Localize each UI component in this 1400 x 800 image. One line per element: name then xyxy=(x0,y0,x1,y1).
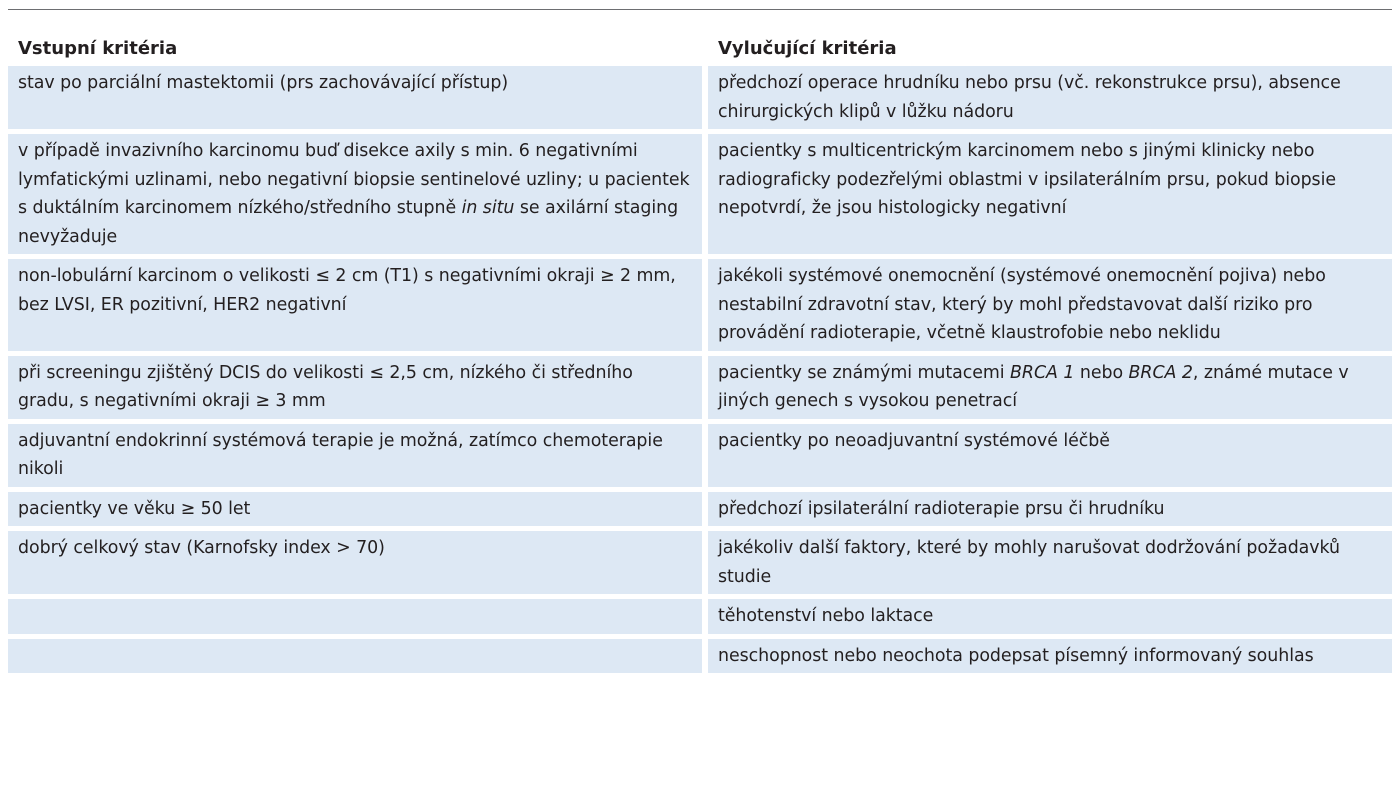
cell-text: jakékoli systémové onemocnění (systémové onemocnění pojiva) nebo nestabilní zdravotní stav, který by mohl představovat další riziko pro provádění radioterapie, včetně klaustrofobie nebo neklidu xyxy=(718,266,1326,343)
inclusion-cell xyxy=(8,259,702,351)
table-row xyxy=(8,134,1392,254)
exclusion-cell xyxy=(708,66,1392,129)
table-row xyxy=(8,66,1392,129)
cell-text: předchozí ipsilaterální radioterapie prsu či hrudníku xyxy=(718,498,1165,519)
table-row xyxy=(8,599,1392,634)
cell-text: předchozí operace hrudníku nebo prsu (vč. rekonstrukce prsu), absence chirurgických klipů v lůžku nádoru xyxy=(718,73,1341,122)
inclusion-cell xyxy=(8,134,702,254)
exclusion-cell xyxy=(708,599,1392,634)
cell-text: stav po parciální mastektomii (prs zachovávající přístup) xyxy=(18,73,509,93)
cell-text: nebo xyxy=(1074,362,1129,383)
table-row xyxy=(8,639,1392,674)
cell-text: neschopnost nebo neochota podepsat písemný informovaný souhlas xyxy=(718,645,1314,666)
table-row xyxy=(8,531,1392,594)
table-header-row xyxy=(8,33,1392,61)
cell-text: , známé mutace v jiných genech s vysokou penetrací xyxy=(718,362,1349,411)
cell-text: dobrý celkový stav (Karnofsky index > 70) xyxy=(18,538,385,558)
inclusion-cell xyxy=(8,356,702,419)
inclusion-cell xyxy=(8,639,702,674)
inclusion-cell xyxy=(8,531,702,594)
inclusion-header: Vstupní kritéria xyxy=(8,33,702,61)
exclusion-cell xyxy=(708,531,1392,594)
table-body xyxy=(8,66,1392,673)
exclusion-cell xyxy=(708,492,1392,527)
cell-text: adjuvantní endokrinní systémová terapie je možná, zatímco chemoterapie nikoli xyxy=(18,430,663,479)
table-row xyxy=(8,356,1392,419)
criteria-table xyxy=(8,28,1392,678)
italic-text: BRCA 1 xyxy=(1010,362,1075,383)
inclusion-cell xyxy=(8,492,702,527)
inclusion-cell xyxy=(8,66,702,129)
exclusion-cell xyxy=(708,639,1392,674)
exclusion-cell xyxy=(708,134,1392,254)
cell-text: non-lobulární karcinom o velikosti ≤ 2 cm (T1) s negativními okraji ≥ 2 mm, bez LVSI, ER pozitivní, HER2 negativní xyxy=(18,266,676,315)
top-rule xyxy=(8,9,1392,10)
inclusion-cell xyxy=(8,599,702,634)
cell-text: těhotenství nebo laktace xyxy=(718,606,934,626)
exclusion-cell xyxy=(708,259,1392,351)
cell-text: pacientky ve věku ≥ 50 let xyxy=(18,498,251,519)
italic-text: BRCA 2 xyxy=(1128,362,1193,383)
cell-text: se axilární staging nevyžaduje xyxy=(18,198,679,247)
table-row xyxy=(8,424,1392,487)
italic-text: in situ xyxy=(461,198,515,218)
cell-text: pacientky s multicentrickým karcinomem nebo s jinými klinicky nebo radiograficky podezřelými oblastmi v ipsilaterálním prsu, pokud biopsie nepotvrdí, že jsou histologicky negativní xyxy=(718,141,1337,218)
table-row xyxy=(8,259,1392,351)
exclusion-cell xyxy=(708,424,1392,487)
exclusion-cell xyxy=(708,356,1392,419)
inclusion-cell xyxy=(8,424,702,487)
cell-text: v případě invazivního karcinomu buď disekce axily s min. 6 negativními lymfatickými uzlinami, nebo negativní biopsie sentinelové uzliny; u pacientek s duktálním karcinomem nízkého/středního stupně xyxy=(18,141,690,218)
cell-text: při screeningu zjištěný DCIS do velikosti ≤ 2,5 cm, nízkého či středního gradu, s negativními okraji ≥ 3 mm xyxy=(18,362,633,411)
table-row xyxy=(8,492,1392,527)
cell-text: pacientky se známými mutacemi xyxy=(718,362,1011,383)
cell-text: jakékoliv další faktory, které by mohly narušovat dodržování požadavků studie xyxy=(718,538,1340,587)
exclusion-header: Vylučující kritéria xyxy=(708,33,1392,61)
cell-text: pacientky po neoadjuvantní systémové léčbě xyxy=(718,430,1110,451)
